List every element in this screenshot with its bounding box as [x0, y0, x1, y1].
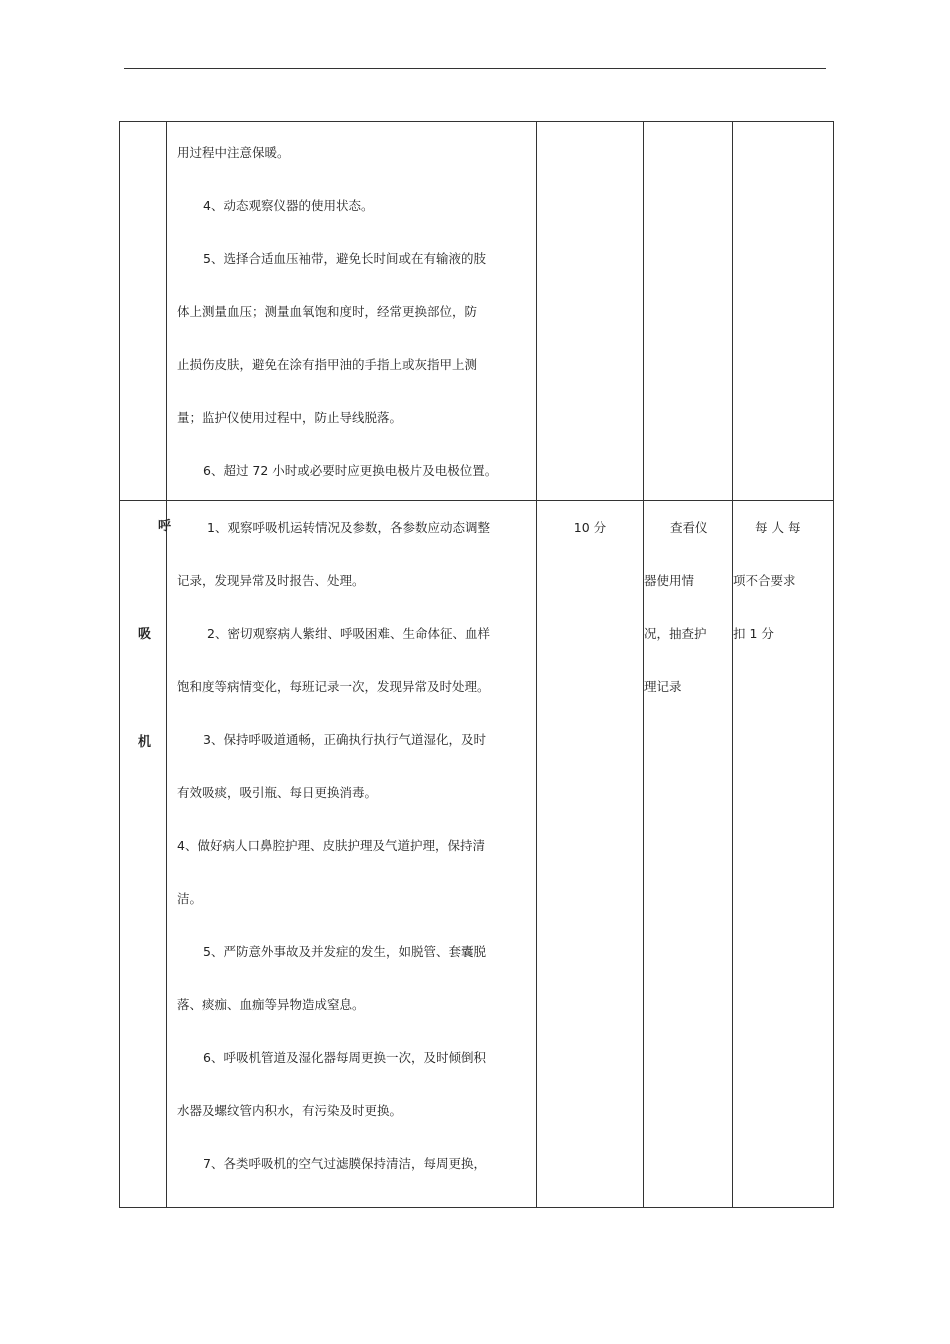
content-line: 止损伤皮肤，避免在涂有指甲油的手指上或灰指甲上测 — [177, 357, 478, 372]
category-char: 吸 — [138, 627, 152, 642]
content-line: 3、保持呼吸道通畅，正确执行执行气道湿化，及时 — [203, 732, 486, 747]
content-line: 洁。 — [177, 891, 203, 906]
content-cell — [167, 501, 537, 1208]
content-line: 6、呼吸机管道及湿化器每周更换一次，及时倾倒积 — [203, 1050, 486, 1065]
content-line: 水器及螺纹管内积水，有污染及时更换。 — [177, 1103, 403, 1118]
table-row — [120, 122, 834, 501]
category-cell-ventilator — [120, 501, 172, 1208]
method-line: 况，抽查护 — [644, 626, 707, 641]
content-line: 饱和度等病情变化，每班记录一次，发现异常及时处理。 — [177, 679, 490, 694]
deduction-line: 扣 1 分 — [733, 626, 774, 641]
method-cell — [644, 501, 733, 1208]
content-line: 7、各类呼吸机的空气过滤膜保持清洁，每周更换， — [203, 1156, 486, 1171]
standards-table — [119, 121, 834, 1208]
score-cell — [537, 501, 644, 1208]
deduction-cell — [733, 122, 834, 501]
header-rule — [124, 68, 826, 69]
content-line: 4、动态观察仪器的使用状态。 — [203, 198, 374, 213]
deduction-cell — [733, 501, 834, 1208]
category-char: 呼 — [158, 519, 172, 534]
content-line: 1、观察呼吸机运转情况及参数，各参数应动态调整 — [207, 520, 490, 535]
content-line: 5、选择合适血压袖带，避免长时间或在有输液的肢 — [203, 251, 486, 266]
content-line: 体上测量血压；测量血氧饱和度时，经常更换部位，防 — [177, 304, 478, 319]
content-line: 有效吸痰，吸引瓶、每日更换消毒。 — [177, 785, 378, 800]
content-line: 5、严防意外事故及并发症的发生，如脱管、套囊脱 — [203, 944, 486, 959]
content-cell — [167, 122, 537, 501]
category-char: 机 — [138, 735, 152, 750]
method-cell — [644, 122, 733, 501]
method-line: 理记录 — [644, 679, 682, 694]
content-line: 6、超过 72 小时或必要时应更换电极片及电极位置。 — [203, 463, 498, 478]
method-line: 查看仪 — [670, 520, 708, 535]
deduction-line: 项不合要求 — [733, 573, 796, 588]
table-row — [120, 501, 834, 1208]
deduction-line: 每 人 每 — [755, 520, 801, 535]
score-cell — [537, 122, 644, 501]
content-line: 4、做好病人口鼻腔护理、皮肤护理及气道护理，保持清 — [177, 838, 485, 853]
method-line: 器使用情 — [644, 573, 695, 588]
content-line: 落、痰痂、血痂等异物造成窒息。 — [177, 997, 365, 1012]
content-line: 用过程中注意保暖。 — [177, 145, 290, 160]
category-cell — [120, 122, 167, 501]
score-value: 10 分 — [573, 520, 607, 535]
content-line: 记录，发现异常及时报告、处理。 — [177, 573, 365, 588]
content-line: 2、密切观察病人紫绀、呼吸困难、生命体征、血样 — [207, 626, 490, 641]
content-line: 量；监护仪使用过程中，防止导线脱落。 — [177, 410, 403, 425]
